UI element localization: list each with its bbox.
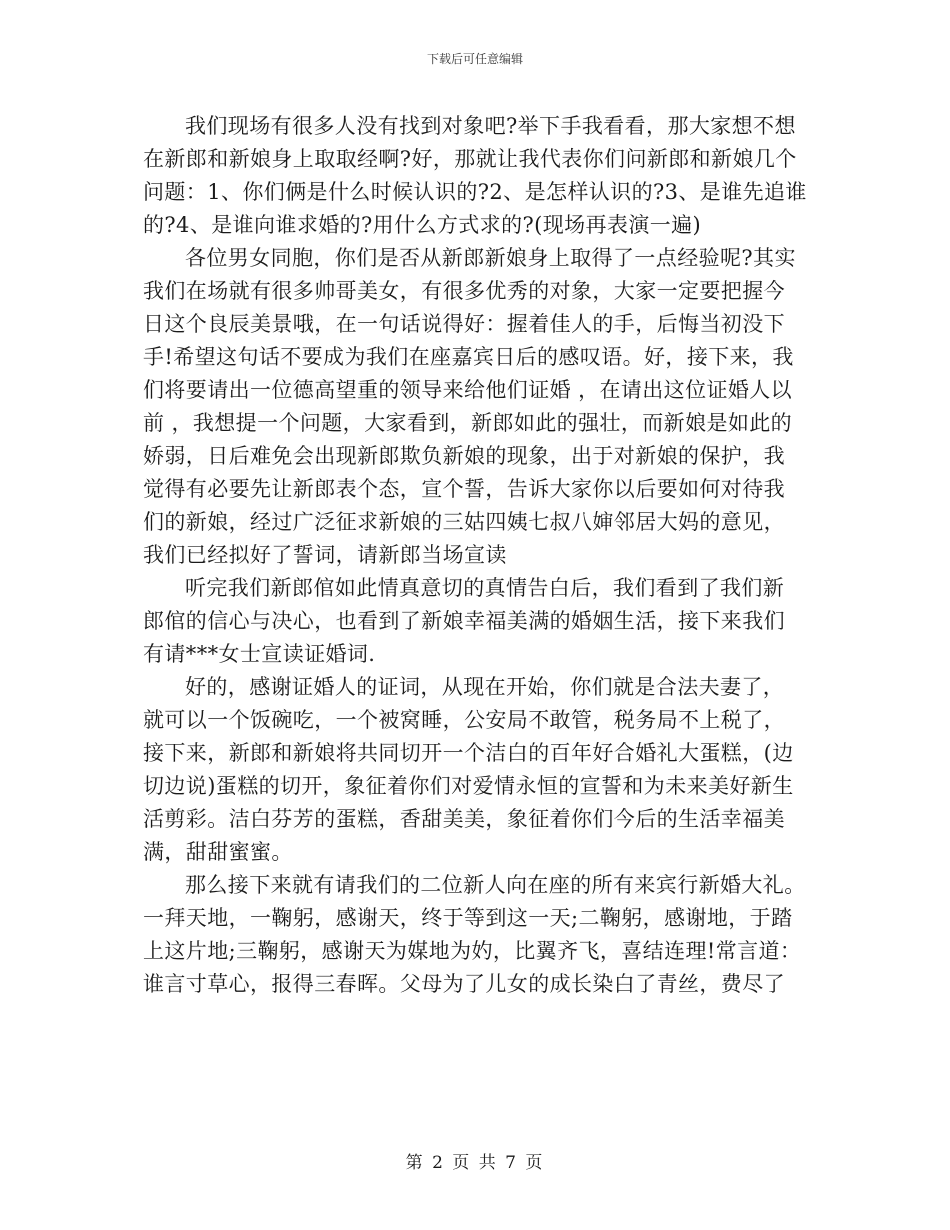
text-line: 听完我们新郎倌如此情真意切的真情告白后，我们看到了我们新: [185, 576, 785, 600]
paragraph: [143, 671, 807, 869]
page-header: 下载后可任意编辑: [426, 52, 523, 66]
text-line: 那么接下来就有请我们的二位新人向在座的所有来宾行新婚大礼。: [185, 873, 806, 897]
text-line: 手!希望这句话不要成为我们在座嘉宾日后的感叹语。好，接下来，我: [143, 345, 794, 369]
text-line: 活剪彩。洁白芬芳的蛋糕，香甜美美，象征着你们今后的生活幸福美: [143, 807, 785, 831]
paragraph: [143, 869, 807, 1001]
text-line: 接下来，新郎和新娘将共同切开一个洁白的百年好合婚礼大蛋糕，(边: [143, 741, 794, 765]
page-number: 第 2 页 共 7 页: [405, 1153, 545, 1173]
text-line: 我们现场有很多人没有找到对象吧?举下手我看看，那大家想不想: [185, 114, 796, 138]
text-line: 好的，感谢证婚人的证词，从现在开始，你们就是合法夫妻了，: [185, 675, 785, 699]
text-line: 前 ，我想提一个问题，大家看到，新郎如此的强壮，而新娘是如此的: [143, 411, 793, 435]
text-line: 一拜天地，一鞠躬，感谢天，终于等到这一天;二鞠躬，感谢地，于踏: [143, 906, 793, 930]
text-line: 郎倌的信心与决心，也看到了新娘幸福美满的婚姻生活，接下来我们: [143, 609, 785, 633]
text-line: 在新郎和新娘身上取取经啊?好，那就让我代表你们问新郎和新娘几个: [143, 147, 797, 171]
text-line: 我们已经拟好了誓词，请新郎当场宣读: [143, 543, 507, 567]
text-line: 觉得有必要先让新郎表个态，宣个誓，告诉大家你以后要如何对待我: [143, 477, 785, 501]
text-line: 谁言寸草心，报得三春晖。父母为了儿女的成长染白了青丝，费尽了: [143, 972, 785, 996]
text-line: 上这片地;三鞠躬，感谢天为媒地为妁，比翼齐飞，喜结连理!常言道：: [143, 939, 802, 963]
text-line: 们的新娘，经过广泛征求新娘的三姑四姨七叔八婶邻居大妈的意见，: [143, 510, 785, 534]
text-line: 日这个良辰美景哦，在一句话说得好：握着佳人的手，后悔当初没下: [143, 312, 785, 336]
text-line: 就可以一个饭碗吃，一个被窝睡，公安局不敢管，税务局不上税了，: [143, 708, 785, 732]
document-body: [143, 110, 807, 1001]
text-line: 们将要请出一位德高望重的领导来给他们证婚 ，在请出这位证婚人以: [143, 378, 793, 402]
paragraph: [143, 572, 807, 671]
text-line: 各位男女同胞，你们是否从新郎新娘身上取得了一点经验呢?其实: [185, 246, 796, 270]
text-line: 切边说)蛋糕的切开，象征着你们对爱情永恒的宣誓和为未来美好新生: [143, 774, 794, 798]
text-line: 我们在场就有很多帅哥美女，有很多优秀的对象，大家一定要把握今: [143, 279, 785, 303]
text-line: 的?4、是谁向谁求婚的?用什么方式求的?(现场再表演一遍): [143, 213, 702, 237]
text-line: 问题：1、你们俩是什么时候认识的?2、是怎样认识的?3、是谁先追谁: [143, 180, 807, 204]
text-line: 满，甜甜蜜蜜。: [143, 840, 293, 864]
text-line: 娇弱，日后难免会出现新郎欺负新娘的现象，出于对新娘的保护，我: [143, 444, 785, 468]
paragraph: [143, 242, 807, 572]
text-line: 有请***女士宣读证婚词.: [143, 642, 376, 666]
paragraph: [143, 110, 807, 242]
